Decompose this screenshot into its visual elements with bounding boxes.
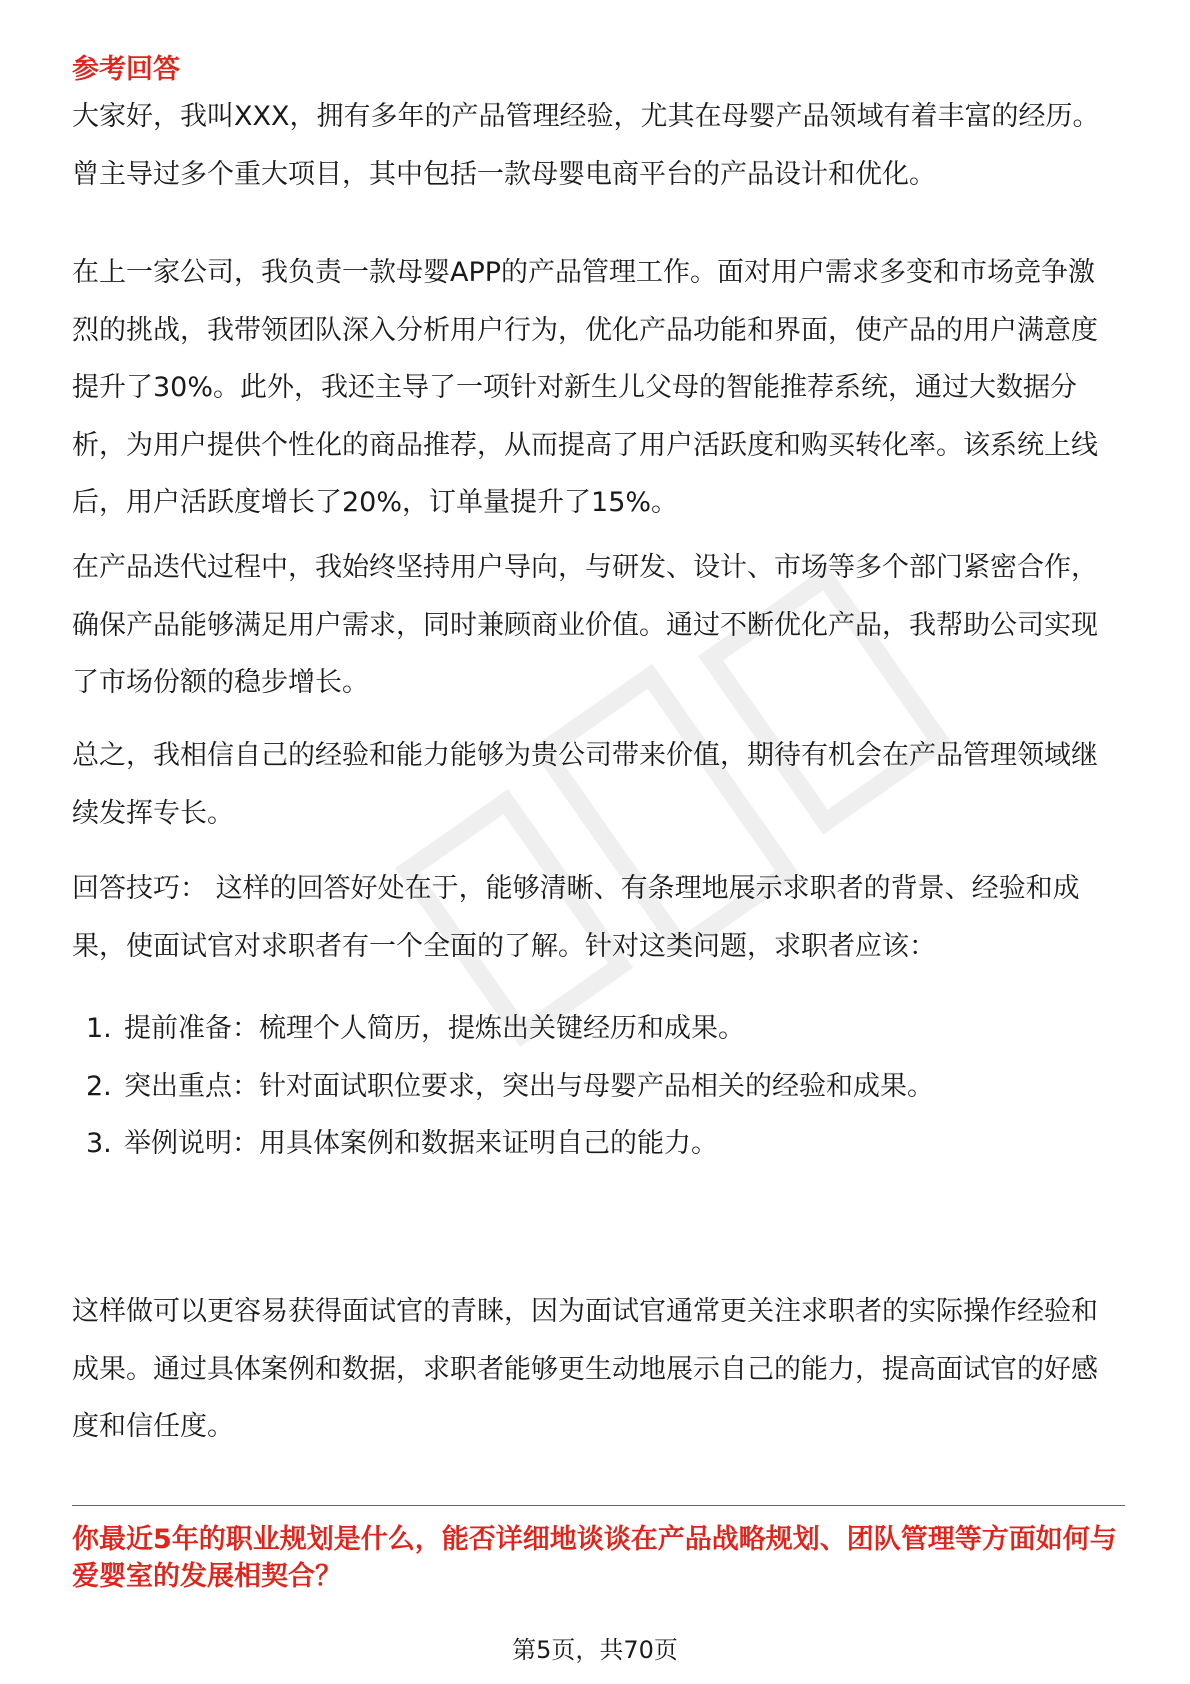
paragraph-experience: 在上一家公司，我负责一款母婴APP的产品管理工作。面对用户需求多变和市场竞争激烈的挑战，我带领团队深入分析用户行为，优化产品功能和界面，使产品的用户满意度提升了30%。此外，我还主导了一项针对新生儿父母的智能推荐系统，通过大数据分析，为用户提供个性化的商品推荐，从而提高了用户活跃度和购买转化率。该系统上线后，用户活跃度增长了20%，订单量提升了15%。	[72, 257, 1098, 518]
list-item-text: 突出重点：针对面试职位要求，突出与母婴产品相关的经验和成果。	[124, 1070, 934, 1102]
page-number: 第5页，共70页	[512, 1636, 678, 1664]
list-item-number: 3.	[86, 1128, 112, 1159]
list-item	[72, 1115, 1122, 1173]
paragraph-iteration: 在产品迭代过程中，我始终坚持用户导向，与研发、设计、市场等多个部门紧密合作，确保产品能够满足用户需求，同时兼顾商业价值。通过不断优化产品，我帮助公司实现了市场份额的稳步增长。	[72, 552, 1098, 698]
list-item-text: 提前准备：梳理个人简历，提炼出关键经历和成果。	[124, 1013, 745, 1044]
list-item-number: 1.	[86, 1013, 112, 1044]
list-item	[72, 1000, 1122, 1058]
list-item-text: 举例说明：用具体案例和数据来证明自己的能力。	[124, 1128, 718, 1159]
next-question-heading: 你最近5年的职业规划是什么，能否详细地谈谈在产品战略规划、团队管理等方面如何与爱婴室的发展相契合？	[72, 1524, 1117, 1592]
list-item-number: 2.	[86, 1070, 112, 1102]
list-item	[72, 1058, 1122, 1116]
tips-list	[72, 1000, 1122, 1173]
paragraph-intro: 大家好，我叫XXX，拥有多年的产品管理经验，尤其在母婴产品领域有着丰富的经历。曾主导过多个重大项目，其中包括一款母婴电商平台的产品设计和优化。	[72, 101, 1100, 190]
paragraph-summary: 总之，我相信自己的经验和能力能够为贵公司带来价值，期待有机会在产品管理领域继续发挥专长。	[72, 740, 1098, 829]
section-divider	[72, 1505, 1125, 1506]
section-heading: 参考回答	[72, 54, 180, 85]
paragraph-conclusion: 这样做可以更容易获得面试官的青睐，因为面试官通常更关注求职者的实际操作经验和成果。通过具体案例和数据，求职者能够更生动地展示自己的能力，提高面试官的好感度和信任度。	[72, 1296, 1098, 1442]
paragraph-tips: 回答技巧： 这样的回答好处在于，能够清晰、有条理地展示求职者的背景、经验和成果，使面试官对求职者有一个全面的了解。针对这类问题，求职者应该：	[72, 873, 1080, 962]
